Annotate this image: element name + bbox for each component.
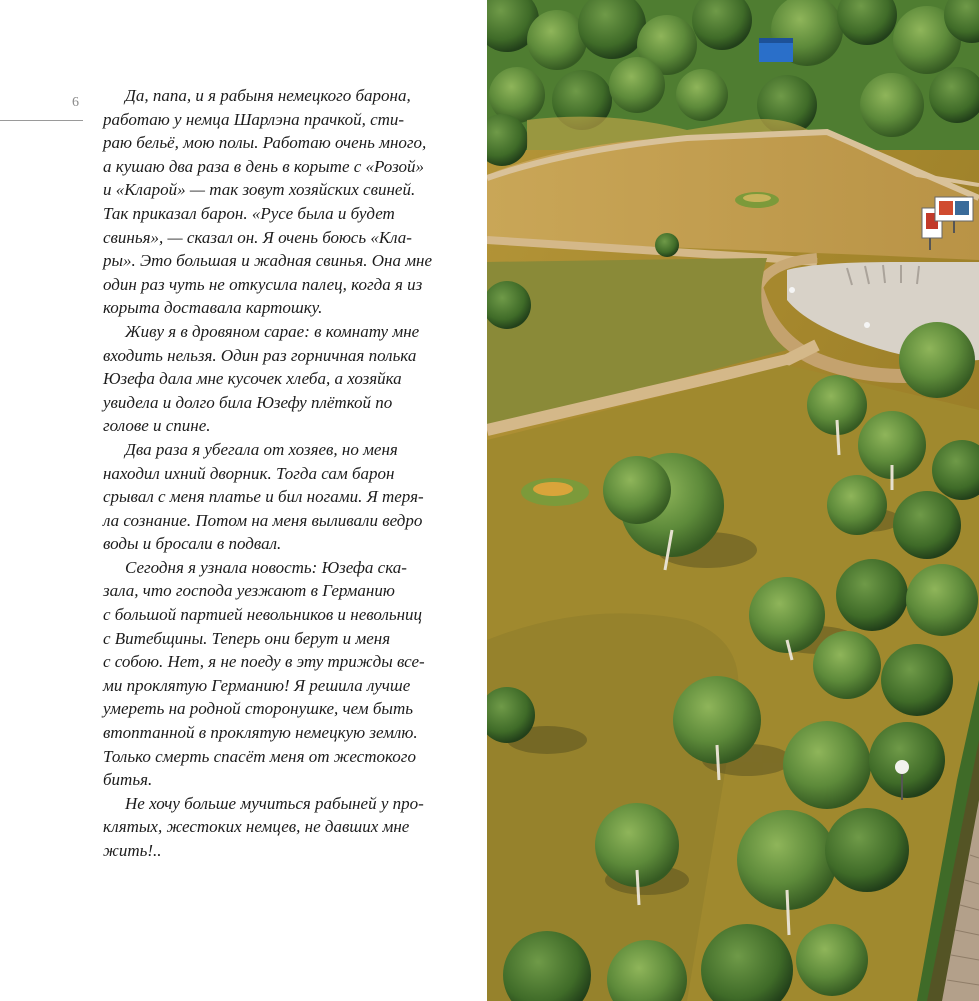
flower-bed-lower-center	[533, 482, 573, 496]
lamp-post	[789, 287, 795, 293]
flower-bed-upper-center	[743, 194, 771, 202]
text-line: работаю у немца Шарлэна прачкой, сти-	[103, 109, 405, 129]
text-line: раю бельё, мою полы. Работаю очень много,	[103, 133, 427, 153]
text-line: один раз чуть не откусила палец, когда я из	[103, 274, 423, 294]
paragraph-2	[103, 320, 448, 438]
text-line: Сегодня я узнала новость: Юзефа ска-	[125, 557, 407, 577]
text-line: умереть на родной сторонушке, чем быть	[103, 699, 413, 719]
text-line: Юзефа дала мне кусочек хлеба, а хозяйка	[103, 369, 402, 389]
paragraph-1	[103, 84, 448, 320]
text-line: корыта доставала картошку.	[103, 298, 323, 318]
text-line: битья.	[103, 770, 153, 790]
text-line: Только смерть спасёт меня от жестокого	[103, 746, 416, 766]
text-line: с большой партией невольников и невольниц	[103, 605, 423, 625]
text-line: Да, папа, и я рабыня немецкого барона,	[125, 86, 411, 105]
text-line: находил ихний дворник. Тогда сам барон	[103, 463, 395, 483]
lamp-post-lower	[895, 760, 909, 774]
aerial-orchard-photo	[487, 0, 979, 1001]
text-line: и «Кларой» — так зовут хозяйских свиней.	[103, 180, 416, 200]
text-line: с собою. Нет, я не поеду в эту трижды все-	[103, 652, 425, 672]
text-line: увидела и долго била Юзефу плёткой по	[103, 392, 393, 412]
margin-rule	[0, 120, 83, 121]
paragraph-3	[103, 438, 448, 556]
text-line: Не хочу больше мучиться рабыней у про-	[125, 793, 424, 813]
text-line: входить нельзя. Один раз горничная полька	[103, 345, 417, 365]
text-line: Два раза я убегала от хозяев, но меня	[125, 439, 398, 459]
text-line: свинья», — сказал он. Я очень боюсь «Кла-	[103, 227, 412, 247]
text-line: срывал с меня платье и бил ногами. Я теря-	[103, 487, 424, 507]
text-line: голове и спине.	[103, 416, 211, 436]
text-line: жить!..	[103, 841, 162, 860]
text-line: воды и бросали в подвал.	[103, 534, 282, 554]
text-line: ры». Это большая и жадная свинья. Она мне	[103, 251, 433, 271]
text-line: а кушаю два раза в день в корыте с «Розой»	[103, 156, 424, 176]
text-column	[103, 84, 448, 863]
text-line: клятых, жестоких немцев, не давших мне	[103, 817, 410, 837]
page-number: 6	[72, 95, 79, 110]
photo-illustration	[487, 0, 979, 1001]
text-line: ла сознание. Потом на меня выливали ведро	[103, 510, 423, 530]
blue-shed-roof	[759, 38, 793, 43]
text-line: ми проклятую Германию! Я решила лучше	[103, 675, 411, 695]
text-line: зала, что господа уезжают в Германию	[103, 581, 395, 601]
text-line: Так приказал барон. «Русе была и будет	[103, 203, 395, 223]
text-line: с Витебщины. Теперь они берут и меня	[103, 628, 391, 648]
lamp-post	[864, 322, 870, 328]
text-line: втоптанной в проклятую немецкую землю.	[103, 723, 418, 743]
paragraph-5	[103, 792, 448, 863]
paragraph-4	[103, 556, 448, 792]
text-line: Живу я в дровяном сарае: в комнату мне	[125, 321, 420, 341]
